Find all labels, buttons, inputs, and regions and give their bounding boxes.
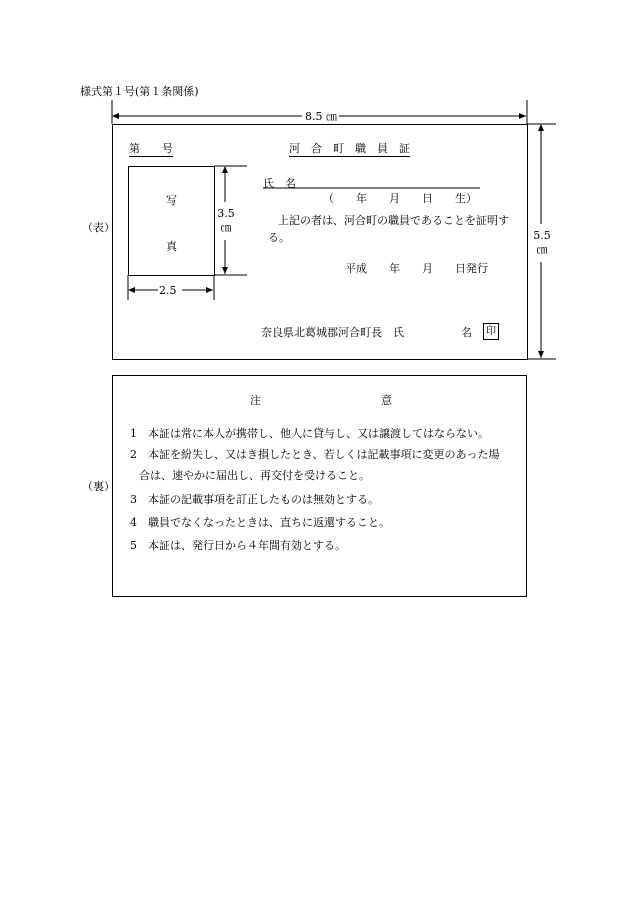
note-item: 合は、速やかに届出し、再交付を受けること。 <box>139 469 370 482</box>
card-title: 河 合 町 職 員 証 <box>289 142 410 155</box>
issuer-name-label: 名 <box>461 326 472 339</box>
photo-box <box>128 166 215 276</box>
issuer: 奈良県北葛城郡河合町長 氏 <box>261 326 404 339</box>
photo-label-1: 写 <box>166 194 177 207</box>
note-item: 2 本証を紛失し、又はき損したとき、若しくは記載事項に変更のあった場 <box>130 448 500 461</box>
birth-line: （ 年 月 日 生） <box>323 192 477 205</box>
certify-text-2: る。 <box>268 231 290 244</box>
certify-text-1: 上記の者は、河合町の職員であることを証明す <box>278 214 509 227</box>
name-label: 氏 名 <box>263 177 296 190</box>
form-label: 様式第１号(第１条関係) <box>80 85 199 98</box>
back-side-label: （裏） <box>82 480 115 493</box>
card-number: 第 号 <box>129 142 173 155</box>
note-item: 1 本証は常に本人が携帯し、他人に貸与し、又は譲渡してはならない。 <box>130 427 489 440</box>
photo-width-label: 2.5 <box>159 284 177 297</box>
notes-heading-right: 意 <box>381 394 392 407</box>
seal-mark: 印 <box>483 323 499 340</box>
id-card-back <box>112 375 527 597</box>
notes-heading-left: 注 <box>250 394 261 407</box>
id-card-front <box>112 124 528 360</box>
photo-height-label: 3.5 ㎝ <box>217 207 235 234</box>
card-height-label: 5.5 ㎝ <box>531 229 553 257</box>
note-item: 3 本証の記載事項を訂正したものは無効とする。 <box>130 493 379 506</box>
note-item: 5 本証は、発行日から４年間有効とする。 <box>130 539 346 552</box>
front-side-label: （表） <box>82 221 115 234</box>
photo-label-2: 真 <box>166 240 177 253</box>
note-item: 4 職員でなくなったときは、直ちに返還すること。 <box>130 516 390 529</box>
card-width-label: 8.5 ㎝ <box>305 110 337 123</box>
issue-date: 平成 年 月 日発行 <box>345 262 488 275</box>
